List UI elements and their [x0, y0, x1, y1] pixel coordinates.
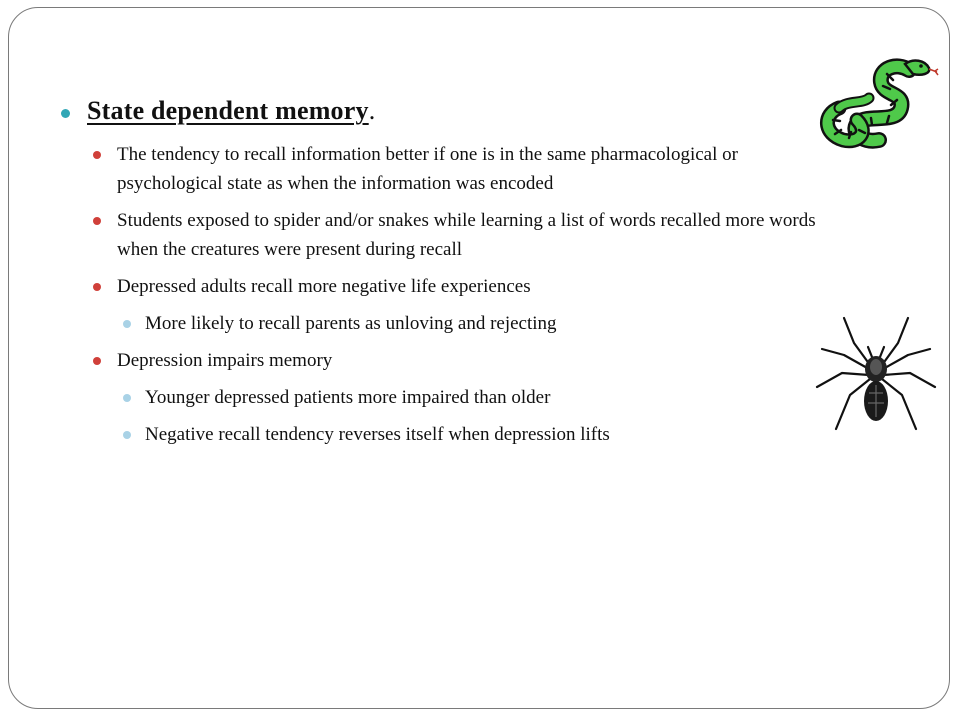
- level3-bullet: [123, 431, 131, 439]
- list-item: [59, 346, 819, 375]
- level3-bullet: [123, 320, 131, 328]
- level2-bullet: [93, 151, 101, 159]
- list-item: [59, 272, 819, 301]
- level1-bullet: [61, 109, 70, 118]
- spider-icon: [814, 313, 939, 438]
- list-item: [59, 140, 819, 198]
- heading-item: [59, 96, 819, 126]
- level2-bullet: [93, 217, 101, 225]
- list-item-text: Students exposed to spider and/or snakes while learning a list of words recalled more words when the creatures were present during recall: [117, 210, 816, 260]
- slide-frame: [8, 7, 950, 709]
- sub-list-item: [59, 383, 819, 412]
- list-item-text: The tendency to recall information better if one is in the same pharmacological or psychological state as when the information was encoded: [117, 144, 738, 194]
- snake-icon: [809, 48, 939, 158]
- slide-heading: State dependent memory: [87, 96, 369, 125]
- heading-period: .: [368, 96, 376, 125]
- sub-list-item-text: Younger depressed patients more impaired than older: [145, 387, 551, 408]
- level2-bullet: [93, 357, 101, 365]
- sub-list-item-text: Negative recall tendency reverses itself when depression lifts: [145, 424, 610, 445]
- sub-list-item: [59, 420, 819, 449]
- level3-bullet: [123, 394, 131, 402]
- list-item: [59, 206, 819, 264]
- list-item-text: Depressed adults recall more negative life experiences: [117, 276, 531, 297]
- sub-list-item: [59, 309, 819, 338]
- list-item-text: Depression impairs memory: [117, 350, 333, 371]
- sub-list-item-text: More likely to recall parents as unloving and rejecting: [145, 313, 557, 334]
- level2-bullet: [93, 283, 101, 291]
- slide-content: [59, 96, 819, 457]
